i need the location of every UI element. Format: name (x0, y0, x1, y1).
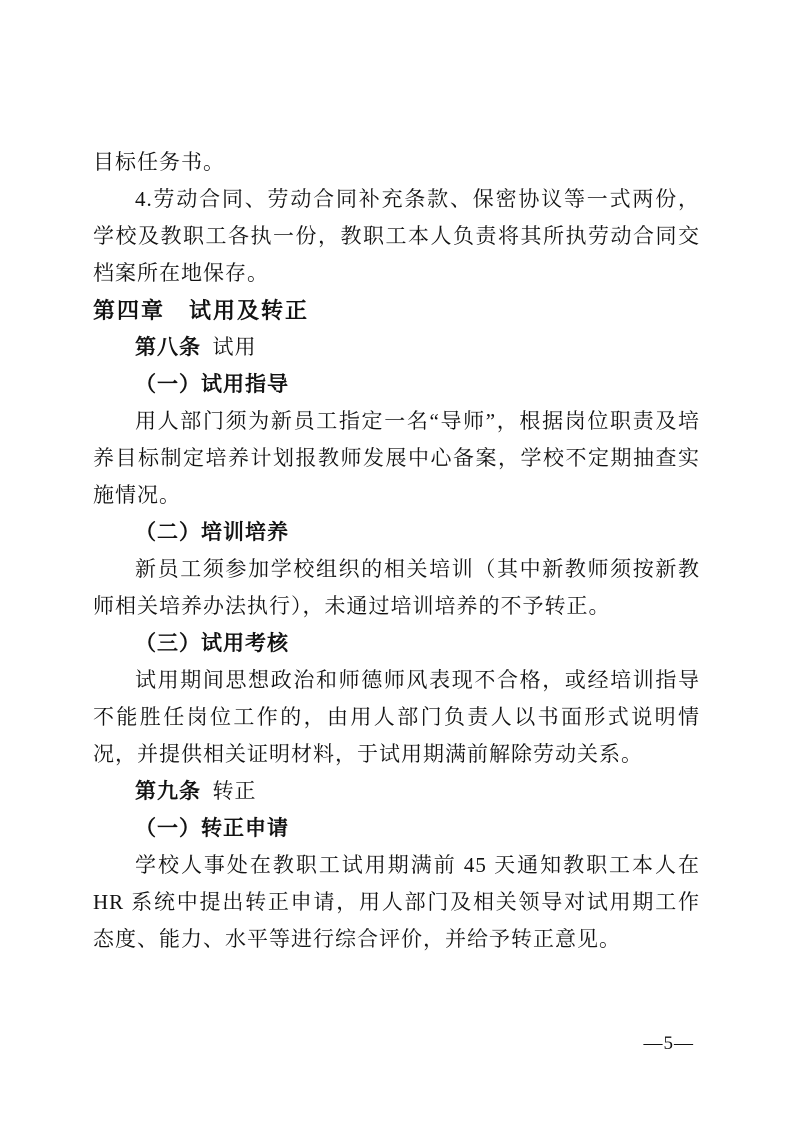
section-4-paragraph: 学校人事处在教职工试用期满前 45 天通知教职工本人在 HR 系统中提出转正申请，用人部门及相关领导对试用期工作态度、能力、水平等进行综合评价，并给予转正意见。 (93, 853, 700, 951)
section-1-paragraph: 用人部门须为新员工指定一名“导师”，根据岗位职责及培养目标制定培养计划报教师发展中心备案，学校不定期抽查实施情况。 (93, 409, 700, 507)
section-4-heading: （一）转正申请 (135, 816, 289, 840)
document-body (93, 144, 700, 958)
article-8-number: 第八条 (135, 335, 201, 359)
contract-copies-paragraph: 4.劳动合同、劳动合同补充条款、保密协议等一式两份，学校及教职工各执一份，教职工本人负责将其所执劳动合同交档案所在地保存。 (93, 187, 700, 285)
article-9-number: 第九条 (135, 779, 201, 803)
article-8-line (93, 329, 700, 366)
chapter-heading: 第四章 试用及转正 (93, 298, 310, 323)
section-2-heading: （二）培训培养 (135, 520, 289, 544)
section-3-paragraph: 试用期间思想政治和师德师风表现不合格，或经培训指导不能胜任岗位工作的，由用人部门负责人以书面形式说明情况，并提供相关证明材料，于试用期满前解除劳动关系。 (93, 668, 700, 766)
continuation-paragraph: 目标任务书。 (93, 150, 225, 174)
article-9-line (93, 773, 700, 810)
section-2-paragraph: 新员工须参加学校组织的相关培训（其中新教师须按新教师相关培养办法执行），未通过培训培养的不予转正。 (93, 557, 700, 618)
section-1-heading: （一）试用指导 (135, 372, 289, 396)
page-number: —5— (643, 1033, 694, 1054)
article-9-title: 转正 (212, 779, 257, 803)
article-8-title: 试用 (212, 335, 257, 359)
section-3-heading: （三）试用考核 (135, 631, 289, 655)
